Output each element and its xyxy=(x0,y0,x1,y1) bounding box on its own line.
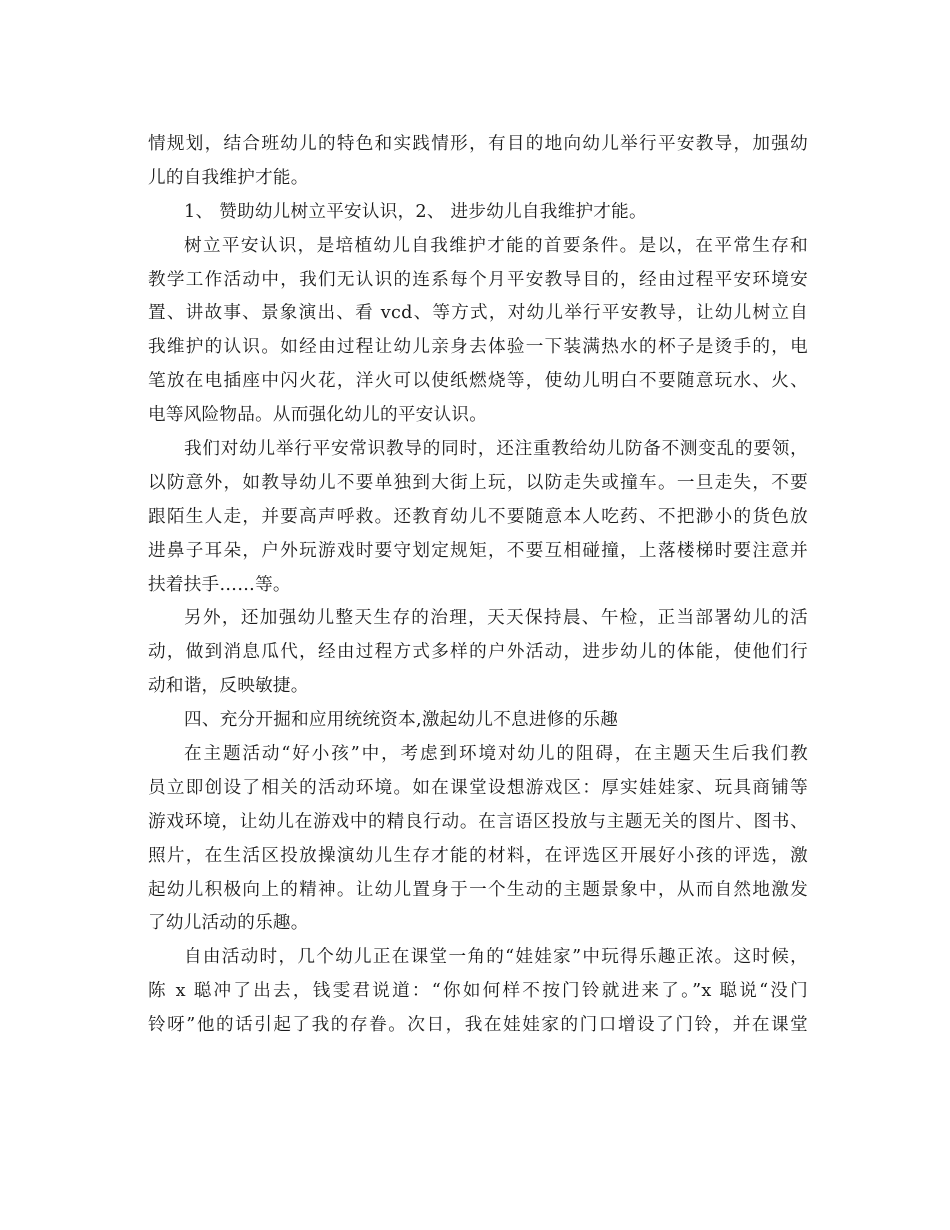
text-line: 笔放在电插座中闪火花，洋火可以使纸燃烧等，使幼儿明白不要随意玩水、火、 xyxy=(148,371,808,392)
text-line: 自由活动时，几个幼儿正在课堂一角的“娃娃家”中玩得乐趣正浓。这时候， xyxy=(184,947,808,968)
text-line: 以防意外，如教导幼儿不要单独到大街上玩，以防走失或撞车。一旦走失，不要 xyxy=(148,472,808,493)
text-line: 情规划，结合班幼儿的特色和实践情形，有目的地向幼儿举行平安教导，加强幼 xyxy=(148,134,808,154)
text-line: 扶着扶手……等。 xyxy=(148,574,291,595)
text-line: 我维护的认识。如经由过程让幼儿亲身去体验一下装满热水的杯子是烫手的，电 xyxy=(148,337,808,358)
text-line: 教学工作活动中，我们无认识的连系每个月平安教导目的，经由过程平安环境安 xyxy=(148,269,808,290)
text-line: 另外，还加强幼儿整天生存的治理，天天保持晨、午检，正当部署幼儿的活 xyxy=(184,608,808,629)
text-line: 起幼儿积极向上的精神。让幼儿置身于一个生动的主题景象中，从而自然地激发 xyxy=(148,879,808,900)
text-line: 游戏环境，让幼儿在游戏中的精良行动。在言语区投放与主题无关的图片、图书、 xyxy=(148,811,808,832)
text-line: 进鼻子耳朵，户外玩游戏时要守划定规矩，不要互相碰撞，上落楼梯时要注意并 xyxy=(148,540,808,561)
text-line: 跟陌生人走，并要高声呼救。还教育幼儿不要随意本人吃药、不把渺小的货色放 xyxy=(148,506,808,527)
text-line: 动和谐，反映敏捷。 xyxy=(148,676,309,697)
text-line: 儿的自我维护才能。 xyxy=(148,167,309,188)
text-line: 动，做到消息瓜代，经由过程方式多样的户外活动，进步幼儿的体能，使他们行 xyxy=(148,642,808,663)
body-text xyxy=(148,128,808,1043)
text-line: 置、讲故事、景象演出、看 vcd、等方式，对幼儿举行平安教导，让幼儿树立自 xyxy=(148,303,808,324)
text-line: 1、 赞助幼儿树立平安认识，2、 进步幼儿自我维护才能。 xyxy=(184,201,647,222)
text-line: 树立平安认识，是培植幼儿自我维护才能的首要条件。是以，在平常生存和 xyxy=(184,235,808,256)
text-line: 铃呀”他的话引起了我的存眷。次日，我在娃娃家的门口增设了门铃，并在课堂 xyxy=(148,1015,808,1036)
text-line: 员立即创设了相关的活动环境。如在课堂设想游戏区：厚实娃娃家、玩具商铺等 xyxy=(148,777,808,798)
text-line: 照片，在生活区投放操演幼儿生存才能的材料，在评选区开展好小孩的评选，激 xyxy=(148,845,808,866)
text-line: 四、充分开掘和应用统统资本,激起幼儿不息进修的乐趣 xyxy=(184,710,619,731)
text-line: 电等风险物品。从而强化幼儿的平安认识。 xyxy=(148,405,488,426)
text-line: 陈 x 聪冲了出去，钱雯君说道：“你如何样不按门铃就进来了。”x 聪说“没门 xyxy=(148,981,808,1002)
text-line: 我们对幼儿举行平安常识教导的同时，还注重教给幼儿防备不测变乱的要领， xyxy=(184,439,808,460)
text-line: 了幼儿活动的乐趣。 xyxy=(148,913,309,934)
text-line: 在主题活动“好小孩”中，考虑到环境对幼儿的阻碍，在主题天生后我们教 xyxy=(184,744,808,765)
